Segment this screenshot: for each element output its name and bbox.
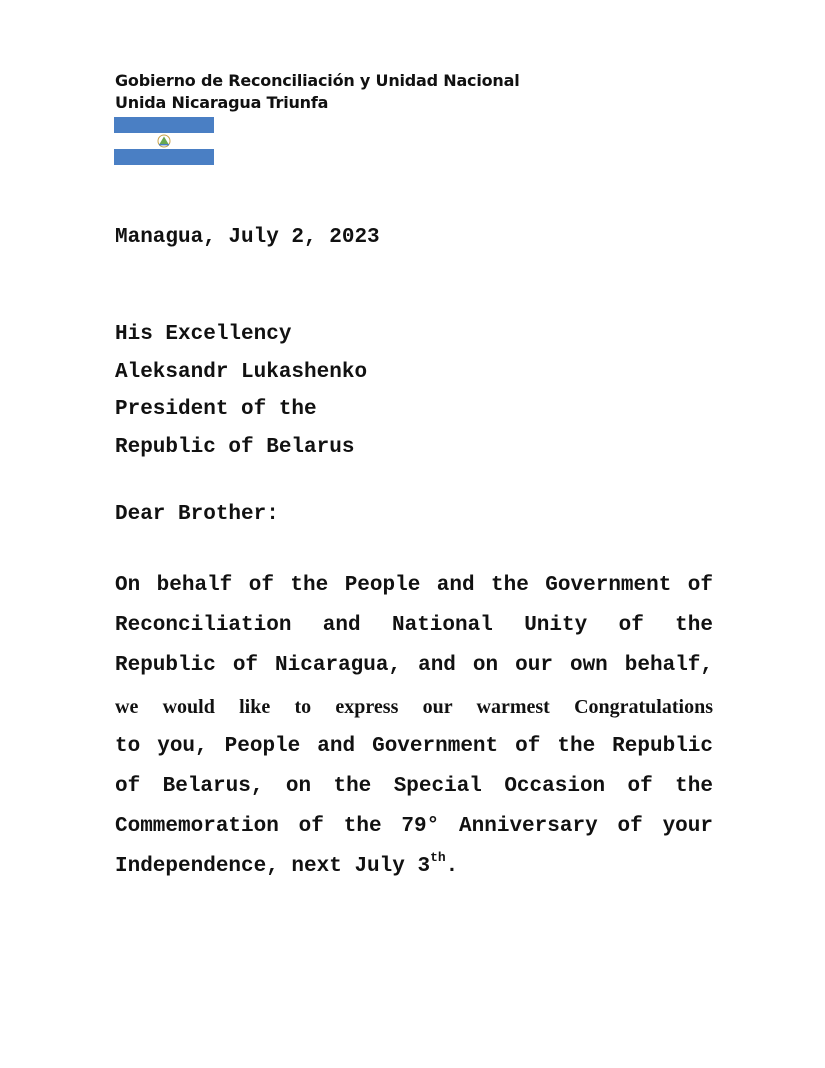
recipient-line: Republic of Belarus [115, 435, 355, 459]
nicaragua-flag-icon [114, 117, 214, 165]
recipient-line: President of the [115, 398, 317, 421]
body-line: we would like to express our warmest Congratulations [115, 695, 713, 718]
body-line: Commemoration of the 79° Anniversary of your [115, 815, 713, 839]
body-line: Republic of Nicaragua, and on our own behalf, [115, 654, 713, 678]
salutation: Dear Brother: [115, 503, 279, 526]
letterhead [115, 70, 520, 114]
body-line: Reconciliation and National Unity of the [115, 614, 713, 638]
body-line: Independence, next July 3 [115, 855, 431, 879]
final-punctuation: . [445, 855, 459, 879]
recipient-block [115, 316, 367, 466]
ordinal-suffix: th [430, 850, 446, 866]
recipient-line: Aleksandr Lukashenko [115, 360, 368, 384]
body-line: On behalf of the People and the Government of [115, 574, 713, 597]
letter-body [115, 566, 713, 888]
body-line: to you, People and Government of the Republic [115, 734, 713, 758]
body-line: of Belarus, on the Special Occasion of the [115, 775, 713, 799]
body-line-final [115, 847, 713, 887]
letter-date: Managua, July 2, 2023 [115, 226, 380, 249]
letterhead-line-2: Unida Nicaragua Triunfa [115, 93, 329, 112]
recipient-line: His Excellency [115, 323, 292, 346]
letterhead-line-1: Gobierno de Reconciliación y Unidad Nacional [115, 71, 520, 90]
